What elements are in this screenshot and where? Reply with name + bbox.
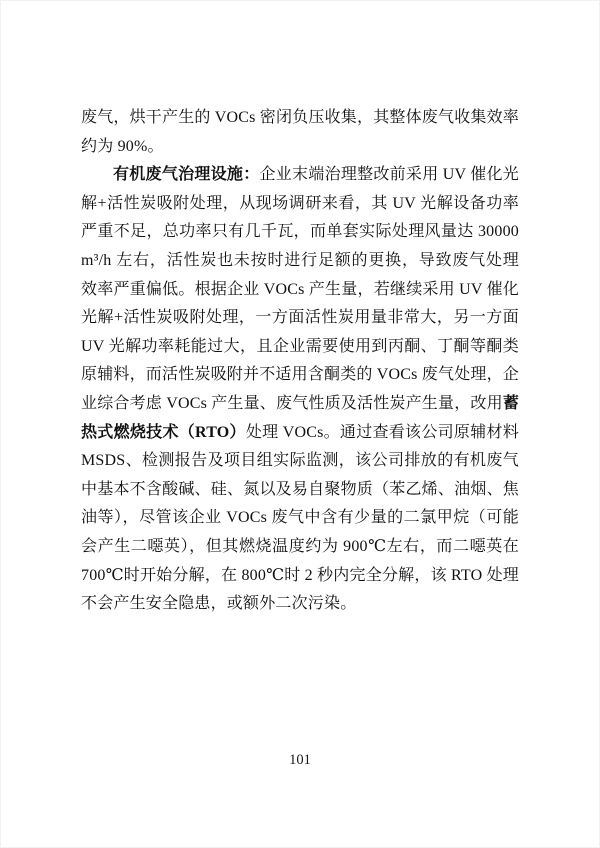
- paragraph-text: 处理 VOCs。通过查看该公司原辅材料 MSDS、检测报告及项目组实际监测，该公司排放的有机废气中基本不含酸碱、硅、氮以及易自聚物质（苯乙烯、油烟、焦油等），尽管该企业 VOCs 废气中含有少量的二氯甲烷（可能会产生二噁英），但其燃烧温度约为 900℃左右，而二噁英在 700℃时开始分解，在 800℃时 2 秒内完全分解，该 RTO 处理不会产生安全隐患，或额外二次污染。: [81, 423, 519, 613]
- paragraph-text: 企业末端治理整改前采用 UV 催化光解+活性炭吸附处理，从现场调研来看，其 UV 光解设备功率严重不足，总功率只有几千瓦，而单套实际处理风量达 30000m³/h 左右，活性炭也未按时进行足额的更换，导致废气处理效率严重偏低。根据企业 VOCs 产生量，若继续采用 UV 催化光解+活性炭吸附处理，一方面活性炭用量非常大，另一方面 UV 光解功率耗能过大，且企业需要使用到丙酮、丁酮等酮类原辅料，而活性炭吸附并不适用含酮类的 VOCs 废气处理，企业综合考虑 VOCs 产生量、废气性质及活性炭产生量，改用: [81, 166, 520, 412]
- paragraph-treatment-facility: [81, 161, 519, 619]
- paragraph-text: 废气，烘干产生的 VOCs 密闭负压收集，其整体废气收集效率约为 90%。: [81, 109, 520, 155]
- rto-term-bold: 蓄热式燃烧技术（RTO）: [81, 394, 520, 441]
- page-body-text: [81, 104, 519, 619]
- paragraph-lead-bold: 有机废气治理设施：: [113, 166, 260, 184]
- page-number: 101: [289, 752, 311, 768]
- paragraph-collection-efficiency: [81, 104, 519, 161]
